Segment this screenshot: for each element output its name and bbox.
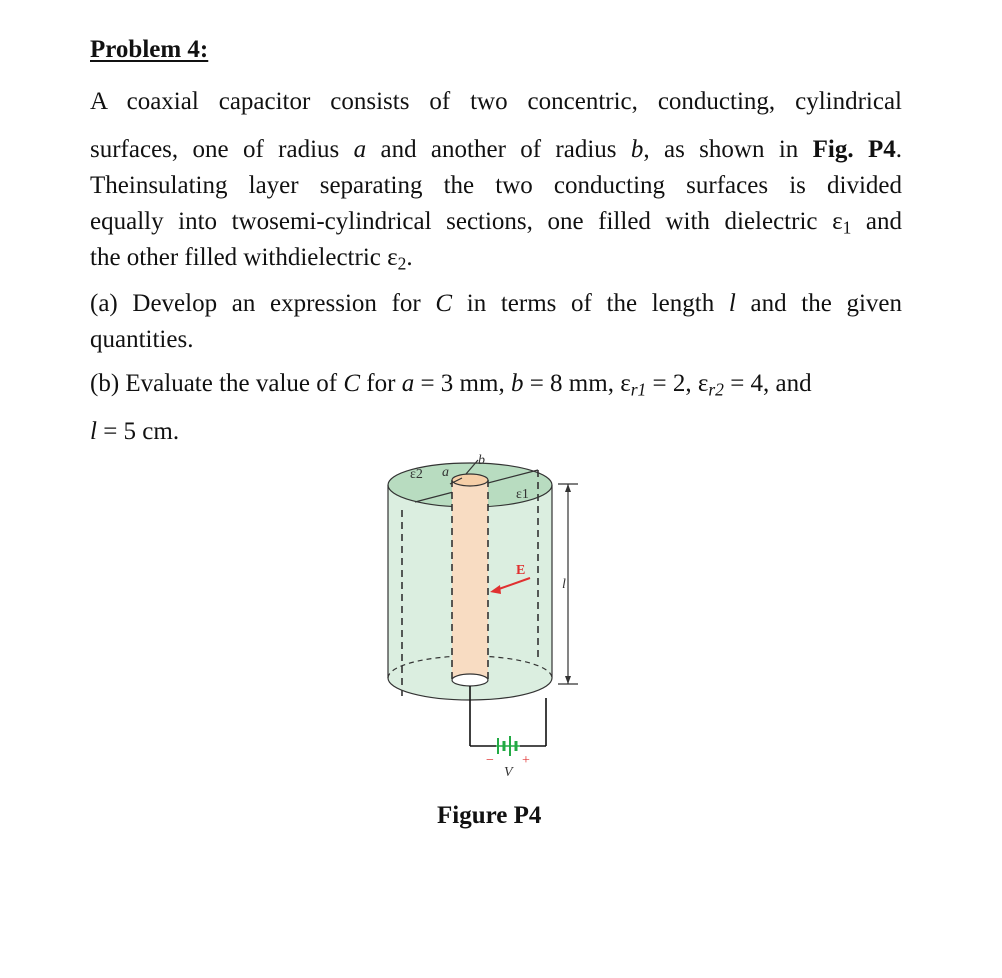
variable-l: l: [728, 290, 736, 317]
text-run: the other filled withdielectric: [90, 244, 388, 271]
inner-conductor-bottom: [452, 674, 488, 686]
text-run: , as shown in: [643, 136, 813, 163]
subscript: 2: [397, 253, 407, 274]
text-run: = 8 mm,: [523, 370, 621, 397]
intro-line-2: [90, 132, 902, 168]
text-run: and another of radius: [366, 136, 631, 163]
variable-b: b: [510, 370, 524, 397]
epsilon-symbol: ε: [387, 244, 398, 271]
text-run: = 4, and: [723, 370, 812, 397]
text-run: (a) Develop an expression for: [90, 290, 436, 317]
text-run: for: [360, 370, 402, 397]
subscript: r1: [630, 379, 647, 400]
intro-line-1: A coaxial capacitor consists of two concentric, conducting, cylindrical: [90, 88, 902, 115]
coaxial-capacitor-figure: [380, 448, 600, 793]
label-plus: +: [522, 753, 530, 768]
variable-b: b: [630, 136, 644, 163]
text-run: .: [895, 136, 902, 163]
part-b-paragraph: [90, 366, 902, 450]
label-eps1: ε1: [516, 487, 529, 502]
label-minus: −: [486, 753, 494, 768]
label-V: V: [504, 765, 513, 780]
variable-l: l: [90, 418, 97, 445]
text-run: surfaces, one of radius: [90, 136, 354, 163]
text-run: = 5 cm.: [96, 418, 180, 445]
text-run: and: [851, 208, 902, 235]
epsilon-symbol: ε: [697, 370, 709, 397]
epsilon-symbol: ε: [620, 370, 631, 397]
variable-a: a: [353, 136, 367, 163]
problem-title: Problem 4:: [90, 36, 209, 63]
subscript: 1: [842, 217, 852, 238]
label-E: E: [516, 563, 526, 578]
intro-line-5: [90, 240, 902, 276]
part-b-line-2: [90, 414, 902, 450]
text-run: = 2,: [646, 370, 698, 397]
part-a-line-2: quantities.: [90, 326, 194, 353]
text-run: (b) Evaluate the value of: [90, 370, 344, 397]
label-eps2: ε2: [410, 467, 423, 482]
subscript: r2: [708, 379, 724, 400]
intro-line-4: [90, 204, 902, 240]
problem-intro-paragraph: [90, 84, 902, 276]
variable-a: a: [401, 370, 415, 397]
figure-reference: Fig. P4: [812, 136, 896, 163]
variable-c: C: [435, 290, 453, 317]
label-l: l: [562, 577, 566, 592]
figure-caption: Figure P4: [437, 802, 542, 829]
part-a-line-1: [90, 286, 902, 322]
intro-line-3: Theinsulating layer separating the two conducting surfaces is divided: [90, 172, 902, 199]
length-arrow-bottom: [565, 676, 571, 684]
text-run: .: [406, 244, 413, 271]
text-run: and the given: [735, 290, 902, 317]
length-arrow-top: [565, 484, 571, 492]
inner-conductor: [452, 480, 488, 680]
variable-c: C: [343, 370, 361, 397]
label-a: a: [442, 465, 449, 480]
text-run: in terms of the length: [452, 290, 729, 317]
part-b-line-1: [90, 366, 902, 402]
label-b: b: [478, 453, 485, 468]
text-run: equally into twosemi-cylindrical sections, one filled with dielectric: [90, 208, 833, 235]
part-a-paragraph: [90, 286, 902, 358]
epsilon-symbol: ε: [832, 208, 843, 235]
text-run: = 3 mm,: [414, 370, 511, 397]
